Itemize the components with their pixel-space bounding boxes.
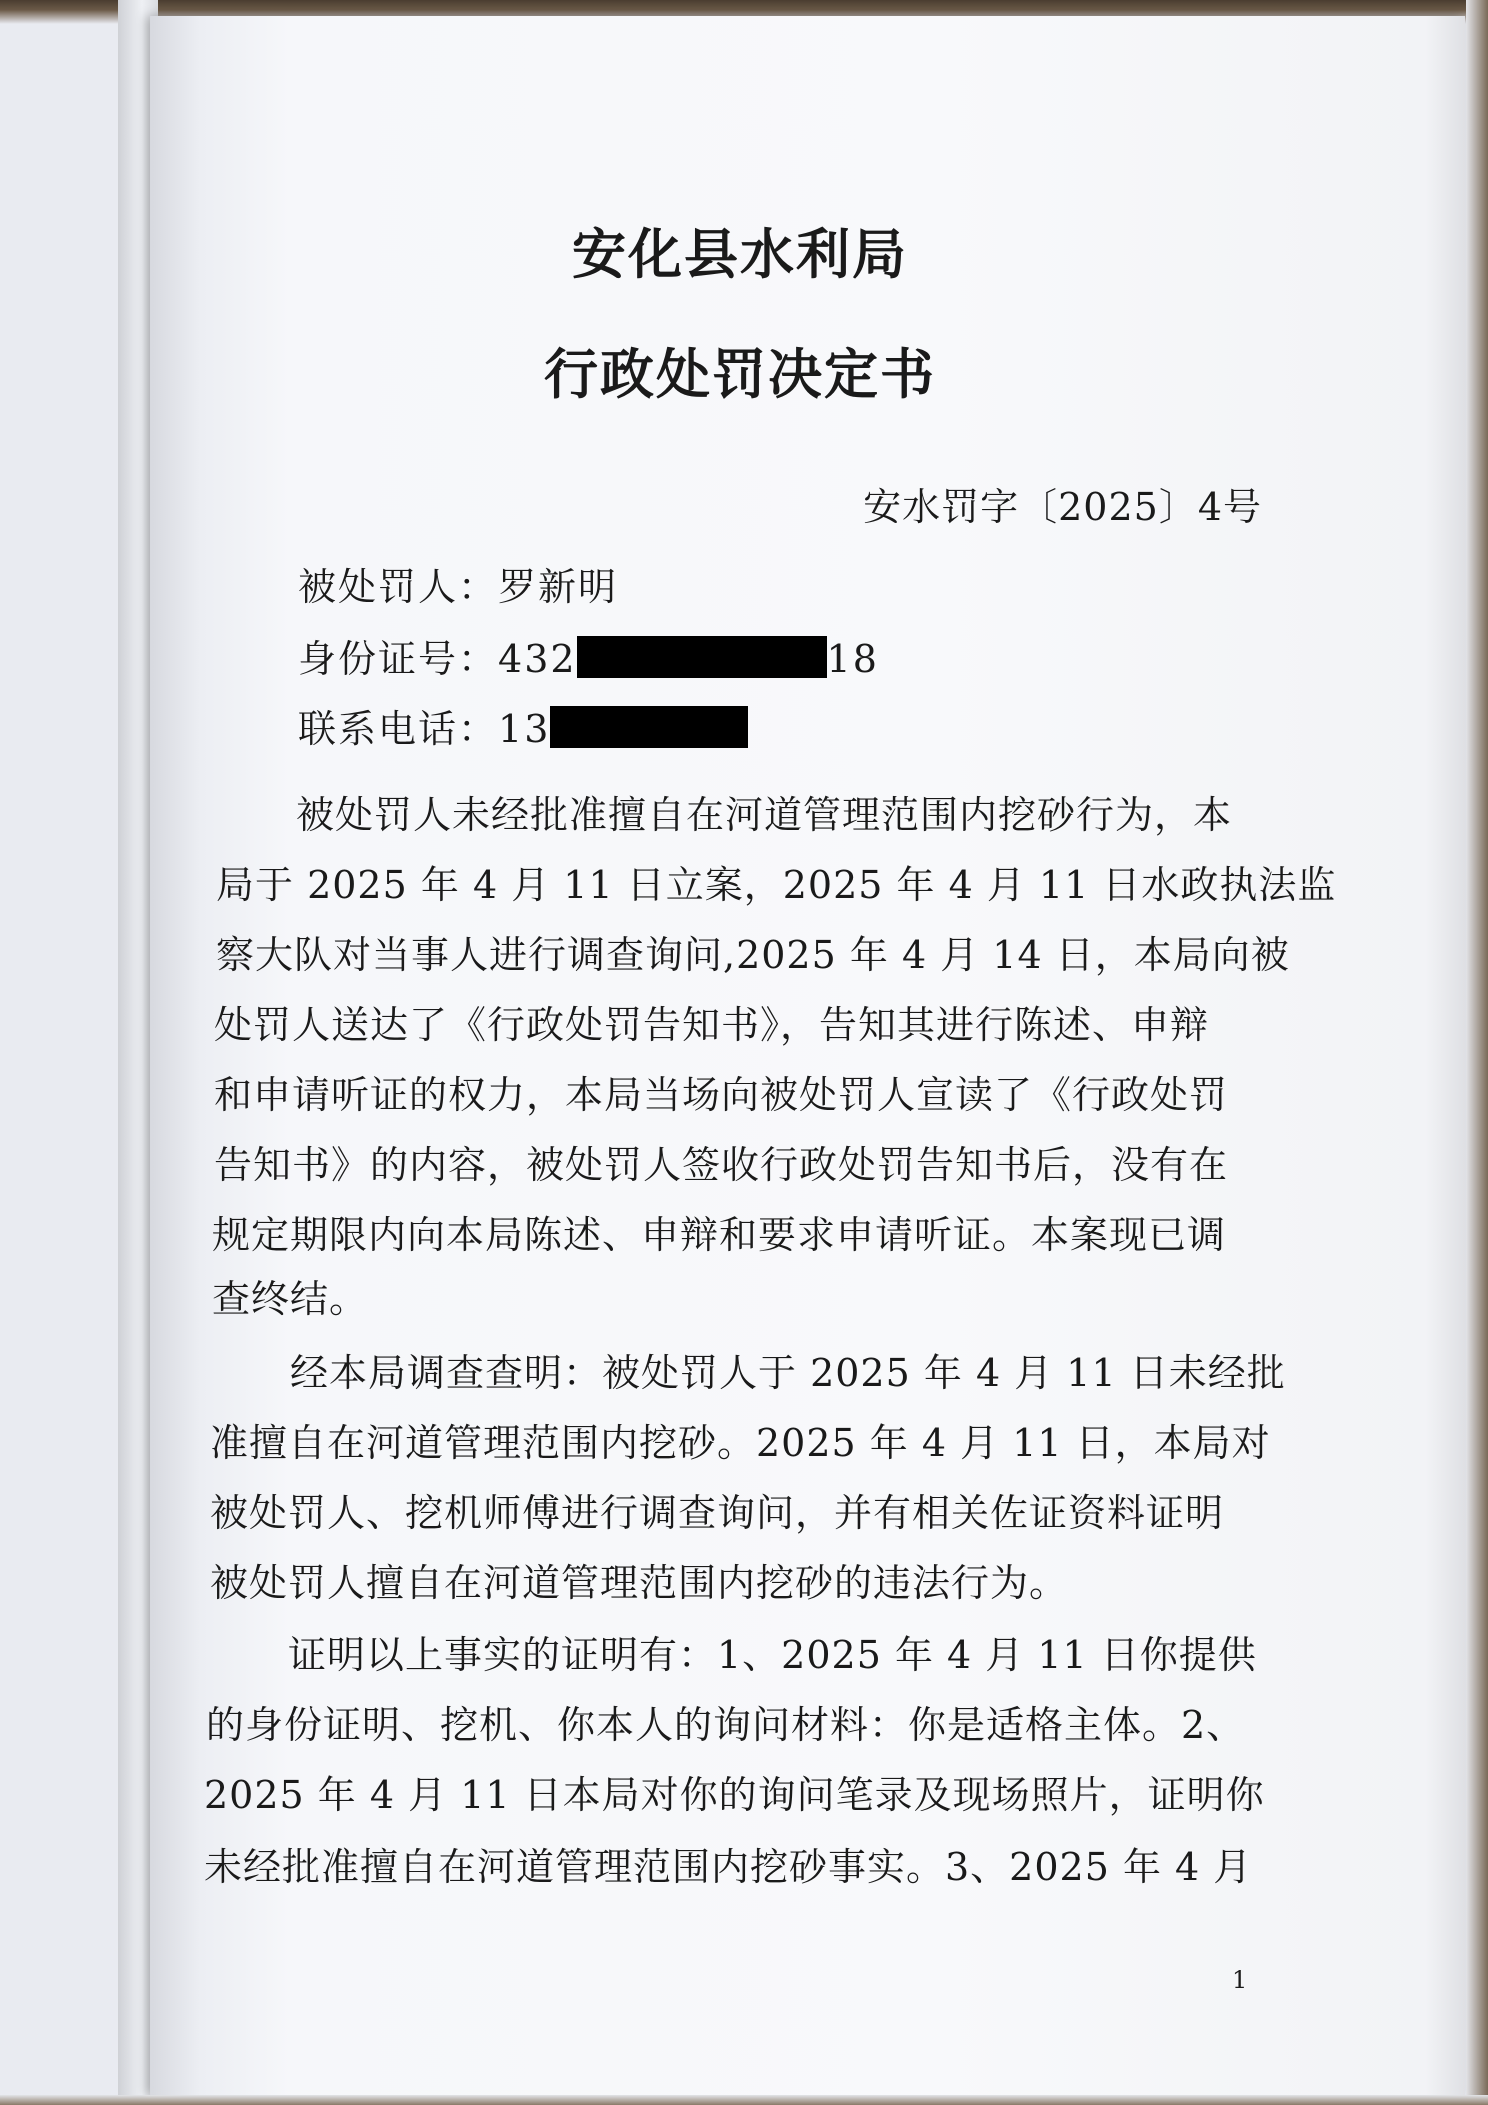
- body-line: 未经批准擅自在河道管理范围内挖砂事实。3、2025 年 4 月: [204, 1845, 1253, 1889]
- body-line: 证明以上事实的证明有：1、2025 年 4 月 11 日你提供: [288, 1633, 1257, 1677]
- body-line: 的身份证明、挖机、你本人的询问材料：你是适格主体。2、: [206, 1703, 1246, 1747]
- id-number-suffix: 18: [826, 637, 879, 681]
- body-line: 经本局调查查明：被处罚人于 2025 年 4 月 11 日未经批: [290, 1351, 1286, 1395]
- party-name-label: 被处罚人：: [298, 565, 499, 609]
- phone-prefix: 13: [498, 707, 551, 751]
- agency-title: 安化县水利局: [572, 223, 908, 286]
- body-line: 2025 年 4 月 11 日本局对你的询问笔录及现场照片，证明你: [204, 1773, 1265, 1817]
- body-line: 被处罚人未经批准擅自在河道管理范围内挖砂行为，本: [296, 793, 1233, 837]
- body-line: 告知书》的内容，被处罚人签收行政处罚告知书后，没有在: [214, 1143, 1229, 1187]
- party-name-field: [298, 556, 618, 611]
- body-line: 被处罚人、挖机师傅进行调查询问，并有相关佐证资料证明: [210, 1491, 1225, 1535]
- page-number: 1: [1232, 1966, 1248, 1994]
- document-number: 安水罚字〔2025〕4号: [863, 485, 1262, 529]
- body-line: 准擅自在河道管理范围内挖砂。2025 年 4 月 11 日，本局对: [210, 1421, 1271, 1465]
- body-line: 局于 2025 年 4 月 11 日立案，2025 年 4 月 11 日水政执法监: [216, 863, 1337, 907]
- id-redaction-box: [577, 636, 827, 678]
- body-line: 被处罚人擅自在河道管理范围内挖砂的违法行为。: [210, 1561, 1069, 1605]
- id-number-label: 身份证号：: [298, 637, 499, 681]
- phone-field: [298, 698, 748, 753]
- party-name-value: 罗新明: [498, 565, 619, 609]
- document-type-title: 行政处罚决定书: [544, 343, 936, 406]
- phone-redaction-box: [550, 706, 748, 748]
- id-number-field: [298, 628, 879, 683]
- body-line: 查终结。: [212, 1277, 369, 1321]
- body-line: 规定期限内向本局陈述、申辩和要求申请听证。本案现已调: [212, 1213, 1227, 1257]
- body-line: 察大队对当事人进行调查询问,2025 年 4 月 14 日，本局向被: [216, 933, 1290, 977]
- body-line: 和申请听证的权力，本局当场向被处罚人宣读了《行政处罚: [214, 1073, 1229, 1117]
- body-line: 处罚人送达了《行政处罚告知书》，告知其进行陈述、申辩: [214, 1003, 1210, 1047]
- id-number-prefix: 432: [498, 637, 577, 681]
- phone-label: 联系电话：: [298, 707, 499, 751]
